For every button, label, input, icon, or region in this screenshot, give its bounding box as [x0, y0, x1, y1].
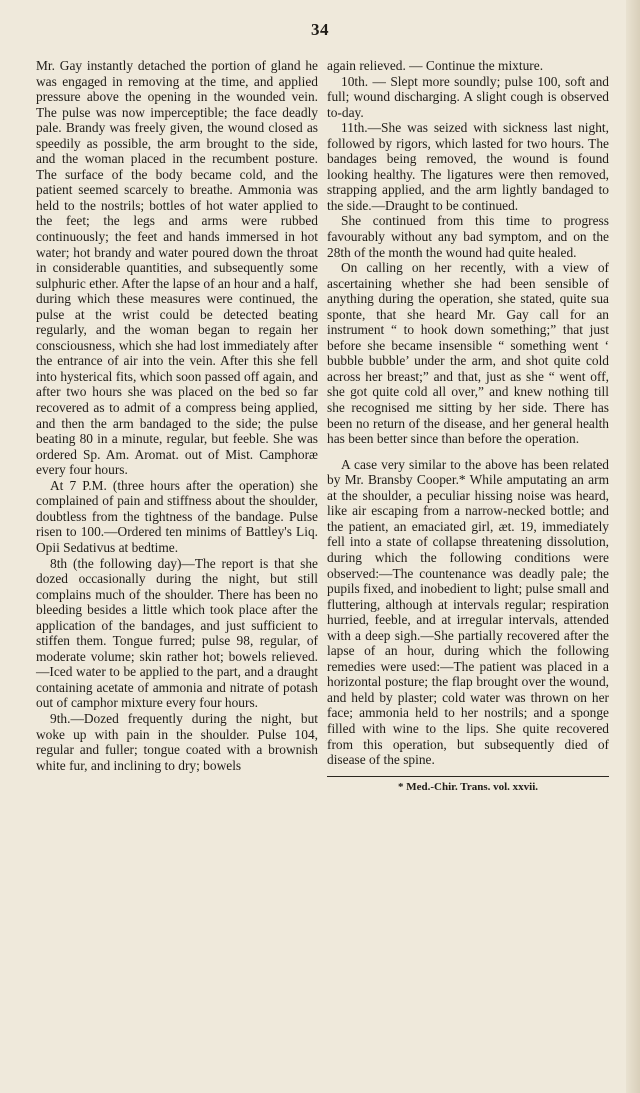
paragraph: Mr. Gay instantly detached the portion of gland he was engaged in removing at the time, and applied pressure above the opening in the wounded vein. The pulse was now imperceptible; the face deadly pale. Brandy was freely given, the wound closed as speedily as possible, the arm brought to the side, and the woman placed in the recumbent posture. The surface of the body became cold, and the patient seemed scarcely to breathe. Ammonia was held to the nostrils; bottles of hot water applied to the feet; the legs and arms were rubbed continuously; the feet and hands immersed in hot water; hot brandy and water poured down the throat in considerable quantities, and subsequently some sulphuric ether. After the lapse of an hour and a half, during which these measures were continued, the pulse at the wrist could be detected beating regularly, and the woman began to regain her consciousness, which she had lost immediately after the entrance of air into the vein. After this she fell into hysterical fits, which soon passed off again, and after two hours she was placed on the bed so far recovered as to admit of a compress being applied, and then the arm bandaged to the side; the pulse beating 80 in a minute, regular, but feeble. She was ordered Sp. Am. Aromat. out of Mist. Camphoræ every four hours. — [36, 58, 318, 478]
paragraph: again relieved. — Continue the mixture. — [327, 58, 544, 73]
page-number: 34 — [311, 20, 329, 39]
left-column — [36, 58, 318, 773]
paragraph: 9th.—Dozed frequently during the night, but woke up with pain in the shoulder. Pulse 104, regular and fuller; tongue coated with a brownish white fur, and inclining to dry; bowels — [36, 710, 318, 773]
paragraph: 10th. — Slept more soundly; pulse 100, soft and full; wound discharging. A slight cough is observed to-day. — [327, 73, 609, 120]
paragraph: A case very similar to the above has been related by Mr. Bransby Cooper.* While amputating an arm at the shoulder, a peculiar hissing noise was heard, like air escaping from a narrow-necked bottle; and the patient, an emaciated girl, æt. 19, immediately fell into a state of collapse threatening dissolution, during which the following conditions were observed:—The countenance was deadly pale; the pupils fixed, and inobedient to light; pulse small and fluttering, although at intervals regular; respiration hurried, feeble, and at irregular intervals, attended with a deep sigh.—She partially recovered after the lapse of an hour, during which the following remedies were used:—The patient was placed in a horizontal posture; the flap brought over the wound, and held by plaster; cold water was thrown on her face; ammonia held to her nostrils; and a sponge filled with wine to the lips. She quite recovered from this operation, but subsequently died of disease of the spine. — [327, 456, 609, 768]
paragraph: She continued from this time to progress favourably without any bad symptom, and on the 28th of the month the wound had quite healed. — [327, 213, 609, 260]
paragraph: On calling on her recently, with a view of ascertaining whether she had been sensible of anything during the operation, she stated, quite sua sponte, that she heard Mr. Gay call for an instrument “ to hook down something;” that just before she became insensible “ something went ‘ bubble bubble’ under the arm, and shot quite cold across her breast;” and that, just as she “ went off, she got quite cold all over,” and knew nothing till she recognised me sitting by her side. There has been no return of the disease, and her general health has been better since than before the operation. — [327, 260, 609, 447]
page-edge — [626, 0, 640, 1093]
footnote-divider — [327, 776, 609, 777]
footnote: * Med.-Chir. Trans. vol. xxvii. — [397, 780, 539, 793]
right-column — [327, 58, 609, 794]
paragraph: 8th (the following day)—The report is that she dozed occasionally during the night, but still complains much of the shoulder. There has been no bleeding besides a little which took place after the application of the bandages, and just sufficient to stiffen them. Tongue furred; pulse 98, regular, of moderate volume; skin rather hot; bowels relieved.—Iced water to be applied to the part, and a draught containing acetate of ammonia and nitrate of potash out of camphor mixture every four hours. — [36, 555, 318, 711]
paragraph: At 7 P.M. (three hours after the operation) she complained of pain and stiffness about the shoulder, doubtless from the tightness of the bandage. Pulse risen to 100.—Ordered ten minims of Battley's Liq. Opii Sedativus at bedtime. — [36, 477, 318, 555]
paragraph: 11th.—She was seized with sickness last night, followed by rigors, which lasted for two hours. The bandages being removed, the wound is found looking healthy. The ligatures were then removed, strapping applied, and the arm lightly bandaged to the side.—Draught to be continued. — [327, 120, 609, 213]
